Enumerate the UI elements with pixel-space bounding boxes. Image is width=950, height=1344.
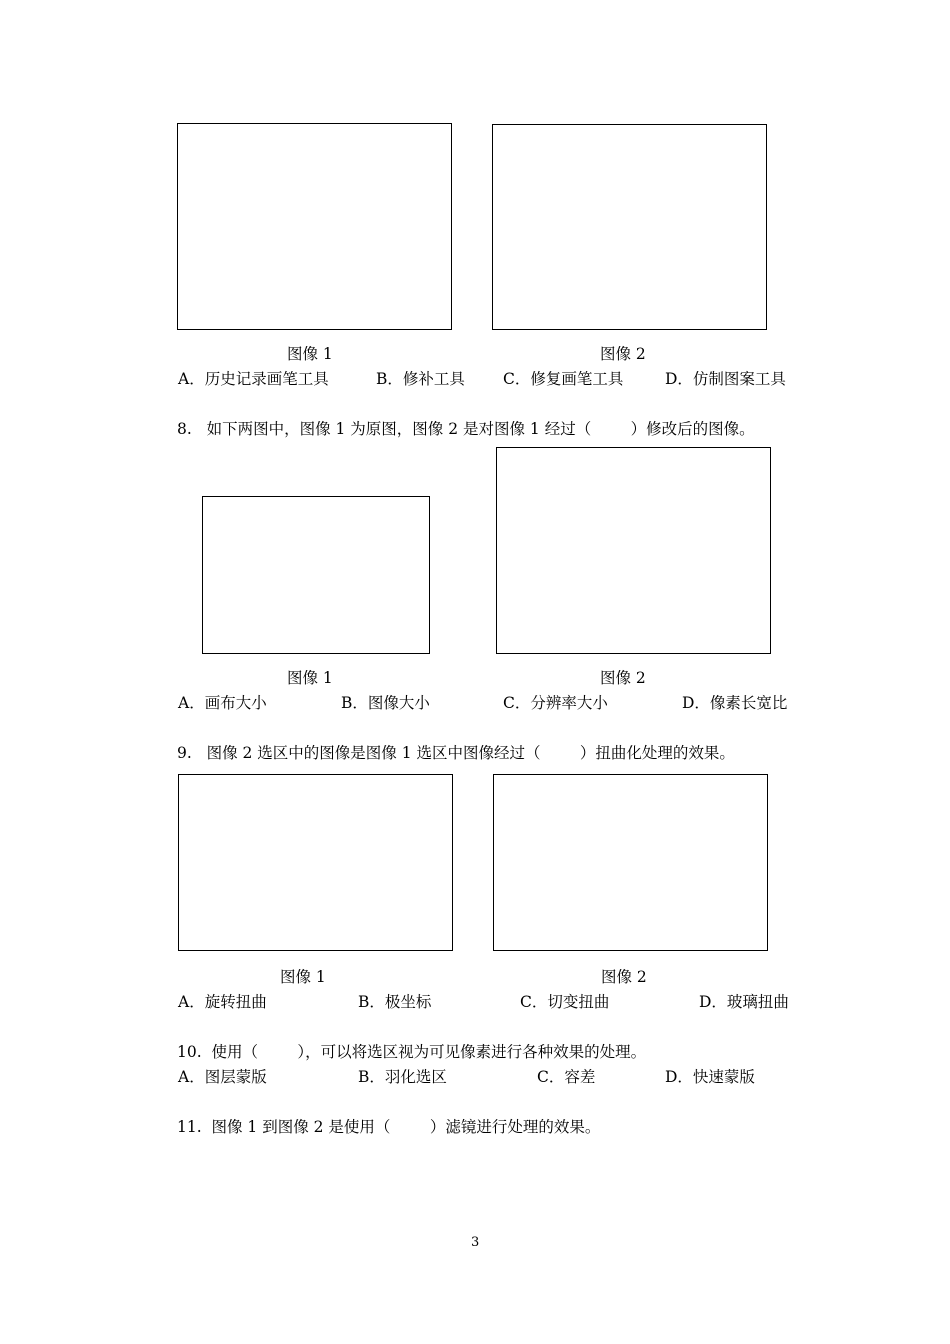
q10-option-a: A．图层蒙版 [178, 1068, 267, 1086]
q9-question-text: 9. 图像 2 选区中的图像是图像 1 选区中图像经过（ ）扭曲化处理的效果。 [177, 744, 735, 762]
q7-option-d: D．仿制图案工具 [665, 370, 786, 388]
q11-question-text: 11. 图像 1 到图像 2 是使用（ ）滤镜进行处理的效果。 [177, 1118, 601, 1136]
q10-option-d: D．快速蒙版 [665, 1068, 755, 1086]
q8-image-2-frame [496, 447, 771, 654]
q9-caption-image-2: 图像 2 [601, 968, 647, 986]
q7-image-2-frame [492, 124, 767, 330]
q9-option-c: C．切变扭曲 [520, 993, 610, 1011]
q9-image-1-frame [178, 774, 453, 951]
q9-image-2-frame [493, 774, 768, 951]
q8-caption-image-2: 图像 2 [600, 669, 646, 687]
q8-option-a: A．画布大小 [178, 694, 267, 712]
page-number: 3 [471, 1235, 480, 1250]
q9-option-b: B．极坐标 [358, 993, 432, 1011]
q10-question-text: 10. 使用（ ），可以将选区视为可见像素进行各种效果的处理。 [177, 1043, 647, 1061]
q8-caption-image-1: 图像 1 [287, 669, 333, 687]
q8-option-d: D．像素长宽比 [682, 694, 788, 712]
q7-option-b: B．修补工具 [376, 370, 465, 388]
q7-caption-image-2: 图像 2 [600, 345, 646, 363]
q7-option-a: A．历史记录画笔工具 [178, 370, 329, 388]
q9-option-a: A．旋转扭曲 [178, 993, 267, 1011]
q8-image-1-frame [202, 496, 430, 654]
q8-option-c: C．分辨率大小 [503, 694, 608, 712]
q8-option-b: B．图像大小 [341, 694, 430, 712]
q7-caption-image-1: 图像 1 [287, 345, 333, 363]
q7-image-1-frame [177, 123, 452, 330]
q9-option-d: D．玻璃扭曲 [699, 993, 789, 1011]
q10-option-c: C．容差 [537, 1068, 596, 1086]
q10-option-b: B．羽化选区 [358, 1068, 447, 1086]
q8-question-text: 8. 如下两图中，图像 1 为原图，图像 2 是对图像 1 经过（ ）修改后的图像。 [177, 420, 755, 438]
q7-option-c: C．修复画笔工具 [503, 370, 624, 388]
q9-caption-image-1: 图像 1 [280, 968, 326, 986]
